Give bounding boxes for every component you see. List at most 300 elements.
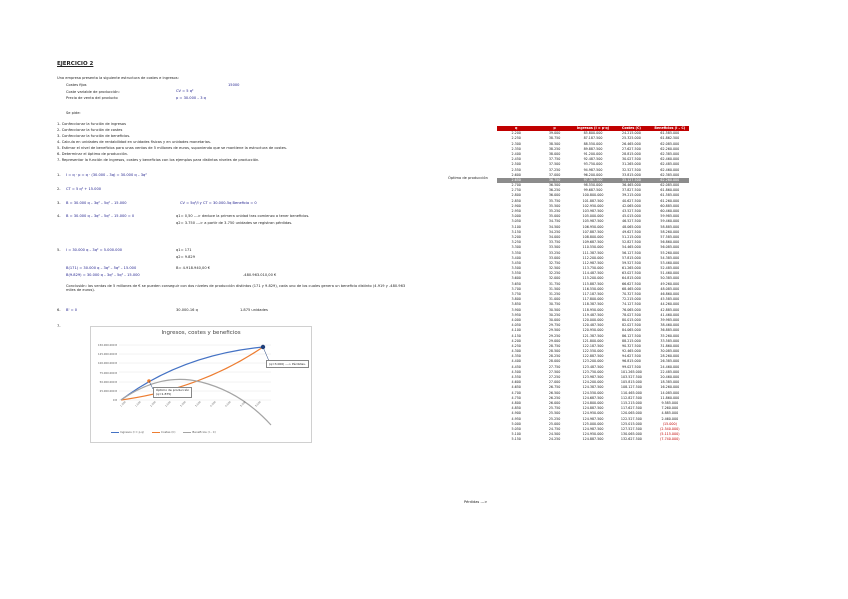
- table-cell: 120.000.000: [582, 317, 604, 322]
- table-cell: 36.750: [548, 177, 561, 182]
- table-cell: 29.250: [548, 333, 561, 338]
- table-cell: 36.885.000: [660, 328, 680, 333]
- table-cell: 32.000: [548, 276, 561, 281]
- table-cell: 14.085.000: [660, 390, 680, 395]
- table-cell: 88.550.000: [583, 141, 603, 146]
- table-cell: 2.950: [511, 209, 521, 213]
- table-cell: 121.387.500: [582, 333, 604, 338]
- table-cell: 114.487.500: [582, 271, 604, 276]
- step-6-eq: 30.000-16 q: [176, 308, 198, 312]
- table-cell: 86.127.500: [621, 333, 641, 338]
- table-cell: 62.460.000: [660, 167, 680, 172]
- header-beneficios: Beneficios (I – C): [654, 126, 686, 130]
- table-cell: 54.465.000: [621, 245, 641, 250]
- table-cell: 39.985.000: [660, 317, 680, 322]
- step-5-q1: q1= 171: [176, 248, 192, 252]
- table-cell: 25.750: [548, 406, 561, 411]
- table-cell: 127.527.500: [620, 426, 642, 431]
- table-cell: 55.260.000: [660, 250, 680, 255]
- table-cell: 35.260.000: [660, 333, 680, 338]
- table-cell: 2.800: [511, 193, 521, 198]
- table-cell: 64.815.000: [621, 276, 641, 281]
- intro-text: Una empresa presenta la siguiente estructura de costes e ingresos:: [57, 76, 179, 80]
- step-3-num: 3-: [57, 201, 61, 205]
- table-cell: 30.027.500: [621, 157, 641, 162]
- side-label-losses: Pérdidas --->: [464, 500, 488, 504]
- table-cell: 123.750.000: [582, 369, 604, 374]
- table-cell: 4.850: [511, 406, 521, 411]
- step-3-text: B = 30.000 q – 3q² – 5q² – 15.000: [66, 201, 127, 205]
- header-q: q: [515, 126, 518, 130]
- table-cell: 36.500: [548, 183, 561, 188]
- table-cell: 98.550.000: [583, 183, 603, 188]
- table-cell: 38.460.000: [660, 323, 680, 328]
- table-cell: 130.065.000: [620, 432, 642, 437]
- table-cell: 110.550.000: [582, 245, 604, 250]
- table-cell: (15.000): [662, 421, 677, 426]
- table-cell: 4.800: [511, 400, 521, 405]
- table-cell: 84.065.000: [621, 328, 641, 333]
- table-cell: 80.015.000: [621, 317, 641, 322]
- table-cell: 3.100: [511, 224, 521, 229]
- table-cell: 60.460.000: [660, 209, 680, 213]
- table-cell: 2.350: [511, 146, 521, 151]
- table-cell: 4.400: [511, 359, 521, 364]
- table-cell: 124.687.500: [582, 395, 604, 400]
- table-cell: 36.465.000: [621, 183, 641, 188]
- b9829-value: -480.963.010,00 €: [243, 273, 277, 277]
- table-cell: 116.550.000: [582, 286, 604, 291]
- table-cell: 31.860.000: [660, 343, 680, 348]
- ytick: 75.000.000 €: [99, 371, 117, 375]
- table-cell: 3.750: [511, 292, 521, 296]
- table-cell: 45.015.000: [621, 214, 641, 219]
- table-cell: 124.887.500: [582, 406, 604, 411]
- table-cell: 60.885.000: [660, 203, 680, 208]
- table-cell: 78.027.500: [621, 312, 641, 317]
- table-cell: 16.260.000: [660, 385, 680, 390]
- table-cell: 38.250: [548, 146, 561, 151]
- table-cell: 123.487.500: [582, 364, 604, 369]
- table-cell: 124.950.000: [582, 432, 604, 437]
- header-costes: Costes (C): [621, 126, 641, 130]
- table-cell: 28.750: [548, 343, 561, 348]
- table-cell: 42.065.000: [621, 203, 641, 208]
- table-cell: 92.487.500: [583, 157, 603, 162]
- table-cell: 49.260.000: [660, 281, 680, 286]
- table-cell: 109.687.500: [582, 240, 604, 245]
- table-cell: 39.000: [548, 131, 561, 136]
- table-cell: 53.460.000: [660, 260, 680, 265]
- step-5-q2: q2= 9.829: [176, 255, 196, 259]
- table-cell: 76.065.000: [621, 307, 641, 312]
- table-cell: 5.150: [511, 437, 521, 442]
- table-cell: 82.027.500: [621, 323, 641, 328]
- table-cell: 4.500: [511, 369, 521, 374]
- table-cell: 123.200.000: [582, 359, 604, 364]
- table-cell: 34.000: [548, 234, 561, 239]
- step-7-num: 7-: [57, 324, 61, 328]
- table-cell: 37.500: [548, 162, 561, 167]
- given-variable-label: Coste variable de producción:: [66, 90, 120, 94]
- given-fixed-value: 15000: [228, 83, 240, 87]
- table-cell: 35.000: [548, 214, 561, 219]
- table-cell: 51.215.000: [621, 234, 641, 239]
- table-cell: 28.250: [548, 354, 561, 359]
- table-cell: 26.385.000: [660, 359, 680, 364]
- step-4-text: B = 30.000 q – 3q² – 5q² – 15.000 = 0: [66, 214, 135, 218]
- step-5-num: 5-: [57, 248, 61, 252]
- table-cell: 2.650: [511, 177, 521, 182]
- table-cell: 2.250: [511, 136, 521, 141]
- table-cell: 106.950.000: [582, 224, 604, 229]
- svg-text:5.500: 5.500: [254, 400, 262, 408]
- step-4-q2: q2= 3.750 ---> a partir de 3.750 unidades se registran pérdidas.: [176, 221, 293, 225]
- table-cell: 58.260.000: [660, 229, 680, 234]
- table-body: [497, 131, 689, 442]
- table-cell: 29.750: [548, 323, 561, 328]
- legend-costes: Costes (C): [152, 430, 175, 434]
- table-cell: 57.585.000: [660, 234, 680, 239]
- side-label-optimum: Óptimo de producción: [448, 176, 488, 180]
- table-cell: 2.200: [511, 131, 521, 136]
- table-cell: 46.860.000: [660, 292, 680, 296]
- table-cell: 108.127.500: [620, 385, 642, 390]
- table-cell: 48.065.000: [621, 224, 641, 229]
- table-cell: 7.260.000: [661, 406, 679, 411]
- table-cell: 125.015.000: [620, 421, 642, 426]
- table-cell: 35.500: [548, 203, 561, 208]
- table-cell: 30.000: [548, 317, 561, 322]
- table-cell: 31.250: [548, 292, 561, 296]
- table-cell: 31.750: [548, 281, 561, 286]
- table-cell: 22.485.000: [660, 369, 680, 374]
- table-cell: 2.600: [511, 172, 521, 177]
- table-cell: 4.200: [511, 338, 521, 343]
- table-cell: 18.385.000: [660, 380, 680, 385]
- table-cell: 118.387.500: [582, 302, 604, 307]
- table-cell: 44.260.000: [660, 302, 680, 307]
- table-cell: 28.815.000: [621, 151, 641, 156]
- header-p: p: [553, 126, 556, 130]
- table-cell: 45.585.000: [660, 297, 680, 302]
- table-cell: 62.085.000: [660, 183, 680, 188]
- table-cell: 56.127.500: [621, 250, 641, 255]
- svg-text:5.000: 5.000: [239, 400, 247, 408]
- table-cell: 3.500: [511, 266, 521, 271]
- table-cell: 4.950: [511, 416, 521, 421]
- table-cell: 4.750: [511, 395, 521, 400]
- table-cell: 27.500: [548, 369, 561, 374]
- table-cell: 5.000: [511, 421, 521, 426]
- table-cell: 108.800.000: [582, 234, 604, 239]
- table-cell: 27.250: [548, 375, 561, 379]
- table-cell: 35.127.500: [621, 177, 641, 182]
- table-cell: 68.465.000: [621, 286, 641, 291]
- table-cell: 3.800: [511, 297, 521, 302]
- table-cell: 112.827.500: [620, 395, 642, 400]
- table-cell: 3.050: [511, 219, 521, 224]
- table-cell: 4.700: [511, 390, 521, 395]
- table-cell: 2.700: [511, 183, 521, 188]
- table-cell: 105.000.000: [582, 214, 604, 219]
- chart-svg: [91, 327, 311, 442]
- table-cell: 124.800.000: [582, 400, 604, 405]
- table-cell: 119.487.500: [582, 312, 604, 317]
- table-cell: 92.465.000: [621, 349, 641, 354]
- table-cell: 103.527.500: [620, 375, 642, 379]
- table-cell: 4.100: [511, 328, 521, 333]
- table-cell: 94.987.500: [583, 167, 603, 172]
- step-6-num: 6-: [57, 308, 61, 312]
- table-cell: 33.250: [548, 250, 561, 255]
- table-row: [497, 437, 689, 442]
- table-cell: 4.550: [511, 375, 521, 379]
- step-1-text: I = q · p = q · (30.000 – 3q) = 30.000 q – 3q²: [66, 173, 147, 177]
- table-cell: 2.460.000: [661, 416, 679, 421]
- table-cell: 30.085.000: [660, 349, 680, 354]
- b9829-text: B(9.829) = 30.000 q – 3q² – 5q² – 15.000: [66, 273, 140, 277]
- table-cell: 87.187.500: [583, 136, 603, 141]
- table-cell: 105.987.500: [582, 219, 604, 224]
- table-cell: 110.465.000: [620, 390, 642, 395]
- table-cell: 85.800.000: [583, 131, 603, 136]
- table-cell: 2.750: [511, 188, 521, 193]
- table-cell: 37.750: [548, 157, 561, 162]
- step-6-text: B' = 0: [66, 308, 78, 312]
- table-cell: 61.260.000: [660, 198, 680, 203]
- table-cell: 27.627.500: [621, 146, 641, 151]
- table-cell: 25.250: [548, 416, 561, 421]
- table-cell: 34.750: [548, 219, 561, 224]
- table-cell: 3.400: [511, 255, 521, 260]
- table-cell: 3.950: [511, 312, 521, 317]
- table-cell: 102.950.000: [582, 203, 604, 208]
- table-cell: 62.260.000: [660, 146, 680, 151]
- table-cell: 121.800.000: [582, 338, 604, 343]
- table-cell: 35.750: [548, 198, 561, 203]
- table-cell: 132.627.500: [620, 437, 642, 442]
- table-cell: 115.215.000: [620, 400, 642, 405]
- table-cell: 24.250: [548, 437, 561, 442]
- table-cell: 9.585.000: [661, 400, 679, 405]
- table-cell: 25.000: [548, 421, 561, 426]
- table-cell: 96.200.000: [583, 172, 603, 177]
- table-cell: 58.885.000: [660, 224, 680, 229]
- task-3: 3- Confeccionar la función de beneficios.: [57, 134, 131, 138]
- table-cell: 33.000: [548, 255, 561, 260]
- table-cell: 5.100: [511, 432, 521, 437]
- table-cell: 5.050: [511, 426, 521, 431]
- table-cell: 42.885.000: [660, 307, 680, 312]
- table-cell: 3.450: [511, 260, 521, 265]
- table-cell: 90.327.500: [621, 343, 641, 348]
- table-cell: 122.887.500: [582, 354, 604, 359]
- table-cell: 117.187.500: [582, 292, 604, 296]
- table-cell: 62.260.000: [660, 177, 680, 182]
- table-cell: 120.065.000: [620, 411, 642, 416]
- table-cell: 125.000.000: [582, 421, 604, 426]
- table-cell: 99.687.500: [583, 188, 603, 193]
- table-cell: 38.750: [548, 136, 561, 141]
- table-cell: (7.740.000): [660, 437, 680, 442]
- table-cell: 4.900: [511, 411, 521, 416]
- table-cell: 62.485.000: [660, 162, 680, 167]
- table-cell: 2.850: [511, 198, 521, 203]
- table-cell: 4.050: [511, 323, 521, 328]
- annotation-optimum: Óptimo de producción (q=1.875): [153, 387, 192, 398]
- table-cell: 59.985.000: [660, 214, 680, 219]
- table-cell: 3.000: [511, 214, 521, 219]
- table-cell: 38.500: [548, 141, 561, 146]
- table-cell: 96.815.000: [621, 359, 641, 364]
- table-cell: 24.215.000: [621, 131, 641, 136]
- table-cell: 32.527.500: [621, 167, 641, 172]
- svg-text:2.500: 2.500: [164, 400, 172, 408]
- b171-value: B= 4.918.940,00 €: [176, 266, 211, 270]
- table-cell: 2.400: [511, 151, 521, 156]
- task-5: 5- Estimar el nivel de beneficios para unas ventas de 5 millones de euros, suponiendo que se mantiene la estructura de costes.: [57, 146, 288, 150]
- step-2-num: 2-: [57, 187, 61, 191]
- table-cell: 30.500: [548, 307, 561, 312]
- step-3-extra: CV = 5q²/I y CT = 30.000-5q Beneficio = 0: [180, 201, 257, 205]
- table-cell: 62.460.000: [660, 157, 680, 162]
- table-cell: 124.887.500: [582, 437, 604, 442]
- series-beneficios-line: [121, 379, 271, 425]
- table-cell: 120.487.500: [582, 323, 604, 328]
- legend-ingresos: Ingresos (I = p·q): [111, 430, 144, 434]
- se-pide-label: Se pide:: [66, 111, 81, 115]
- table-cell: 2.900: [511, 203, 521, 208]
- table-cell: 3.200: [511, 234, 521, 239]
- table-cell: 56.860.000: [660, 240, 680, 245]
- task-4: 4- Calcula en unidades de rentabilidad en unidades físicas y en unidades monetarias.: [57, 140, 211, 144]
- ytick: 125.000.000 €: [98, 353, 117, 357]
- table-cell: 61.862.500: [660, 136, 680, 141]
- task-2: 2- Confeccionar la función de costes: [57, 128, 123, 132]
- svg-text:4.500: 4.500: [224, 400, 232, 408]
- table-cell: 117.627.500: [620, 406, 642, 411]
- table-cell: 107.887.500: [582, 229, 604, 234]
- table-cell: 11.860.000: [660, 395, 680, 400]
- table-cell: 2.450: [511, 157, 521, 162]
- table-cell: 28.000: [548, 359, 561, 364]
- step-4-num: 4-: [57, 214, 61, 218]
- table-cell: 61.265.000: [621, 266, 641, 271]
- b171-text: B(171) = 30.000 q – 3q² – 5q² – 15.000: [66, 266, 137, 270]
- table-cell: 24.500: [548, 432, 561, 437]
- table-cell: 4.000: [511, 317, 521, 322]
- table-cell: 72.215.000: [621, 297, 641, 302]
- table-cell: 124.550.000: [582, 390, 604, 395]
- table-cell: 4.350: [511, 354, 521, 359]
- table-cell: 91.200.000: [583, 151, 603, 156]
- table-cell: 112.987.500: [582, 260, 604, 265]
- table-cell: 4.150: [511, 333, 521, 338]
- table-cell: 122.187.500: [582, 343, 604, 348]
- given-fixed-label: Costes fijos: [66, 83, 87, 87]
- table-cell: 37.250: [548, 167, 561, 172]
- table-cell: 113.750.000: [582, 266, 604, 271]
- table-cell: 26.500: [548, 390, 561, 395]
- table-cell: 52.827.500: [621, 240, 641, 245]
- table-cell: 124.987.500: [582, 426, 604, 431]
- table-cell: 89.887.500: [583, 146, 603, 151]
- table-cell: 115.200.000: [582, 276, 604, 281]
- given-variable-formula: CV = 5 q²: [176, 89, 194, 93]
- task-7: 7- Representar la función de ingresos, costes y beneficios con los ejemplos para distintos niveles de producción.: [57, 158, 260, 162]
- ytick: 50.000.000 €: [99, 380, 117, 384]
- table-cell: 36.000: [548, 193, 561, 198]
- data-table: [497, 126, 689, 442]
- table-cell: 57.815.000: [621, 255, 641, 260]
- chart-container: [90, 326, 312, 443]
- table-cell: 3.300: [511, 245, 521, 250]
- table-cell: 101.265.000: [620, 369, 642, 374]
- table-cell: 50.385.000: [660, 276, 680, 281]
- table-cell: 124.950.000: [582, 411, 604, 416]
- table-cell: 122.527.500: [620, 416, 642, 421]
- table-cell: 2.550: [511, 167, 521, 172]
- svg-text:3.000: 3.000: [179, 400, 187, 408]
- annotation-loss: (q=3.000) ---> Pérdidas.: [266, 360, 309, 368]
- table-cell: 61.860.000: [660, 188, 680, 193]
- header-ingresos: Ingresos (I = p·q): [576, 126, 610, 130]
- table-cell: 35.250: [548, 209, 561, 213]
- table-cell: 3.850: [511, 302, 521, 307]
- table-cell: 2.500: [511, 162, 521, 167]
- table-cell: 33.585.000: [660, 338, 680, 343]
- table-cell: 100.800.000: [582, 193, 604, 198]
- table-cell: 48.085.000: [660, 286, 680, 291]
- table-cell: 103.987.500: [582, 209, 604, 213]
- table-cell: 111.387.500: [582, 250, 604, 255]
- table-cell: 26.250: [548, 395, 561, 400]
- table-cell: 4.450: [511, 364, 521, 369]
- table-cell: 4.885.000: [661, 411, 679, 416]
- table-cell: 66.627.500: [621, 281, 641, 286]
- step-5-text: I = 30.000 q – 3q² = 5.000.000: [66, 248, 123, 252]
- table-cell: 24.460.000: [660, 364, 680, 369]
- table-cell: 34.500: [548, 224, 561, 229]
- table-cell: 29.000: [548, 338, 561, 343]
- table-cell: 97.387.500: [583, 177, 603, 182]
- table-cell: 3.550: [511, 271, 521, 276]
- table-cell: 56.085.000: [660, 245, 680, 250]
- table-cell: 118.950.000: [582, 307, 604, 312]
- table-cell: 3.250: [511, 240, 521, 245]
- table-cell: 88.215.000: [621, 338, 641, 343]
- table-cell: 20.460.000: [660, 375, 680, 379]
- table-cell: 59.460.000: [660, 219, 680, 224]
- table-cell: (5.115.000): [660, 432, 680, 437]
- table-cell: 26.750: [548, 385, 561, 390]
- table-cell: 52.485.000: [660, 266, 680, 271]
- table-cell: 122.550.000: [582, 349, 604, 354]
- table-cell: 61.585.000: [660, 193, 680, 198]
- table-cell: 46.527.500: [621, 219, 641, 224]
- table-cell: 112.200.000: [582, 255, 604, 260]
- step-2-text: CT = 5 q² + 15.000: [66, 187, 102, 191]
- ytick: 100.000.000 €: [98, 362, 117, 366]
- table-cell: 24.750: [548, 426, 561, 431]
- ytick: 25.000.000 €: [99, 390, 117, 394]
- table-cell: 3.600: [511, 276, 521, 281]
- table-cell: 94.627.500: [621, 354, 641, 359]
- table-cell: 41.460.000: [660, 312, 680, 317]
- ytick: 0 €: [112, 399, 117, 403]
- table-cell: 124.387.500: [582, 385, 604, 390]
